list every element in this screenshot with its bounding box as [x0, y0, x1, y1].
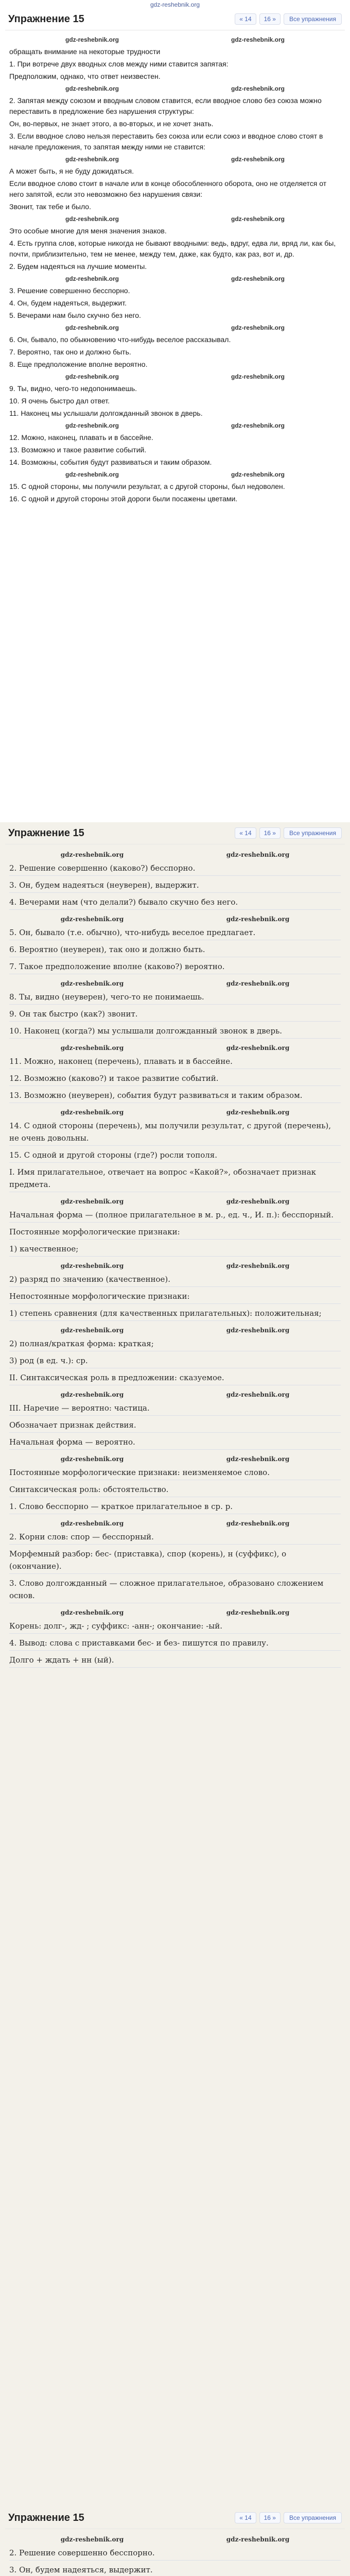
watermark-row	[9, 420, 341, 431]
watermark-text: gdz-reshebnik.org	[231, 215, 285, 223]
exercise-line: Начальная форма — (полное прилагательное в м. р., ед. ч., И. п.): бесспорный.	[9, 1209, 341, 1223]
watermark-row	[9, 35, 341, 45]
exercise-line: 1) качественное;	[9, 1243, 341, 1257]
exercise-line: 3. Слово долгожданный — сложное прилагательное, образовано сложением основ.	[9, 1577, 341, 1603]
exercise-card-2	[5, 822, 345, 1674]
exercise-title-2: Упражнение 15	[8, 827, 84, 839]
watermark-text: gdz-reshebnik.org	[60, 916, 124, 923]
watermark-text: gdz-reshebnik.org	[226, 1198, 290, 1205]
exercise-title-3: Упражнение 15	[8, 2512, 84, 2523]
exercise-line: 13. Возможно и такое развитие событий.	[9, 446, 147, 454]
exercise-line: Постоянные морфологические признаки: неизменяемое слово.	[9, 1466, 341, 1480]
exercise-line: 3. Решение совершенно бесспорно.	[9, 286, 130, 295]
exercise-line: III. Наречие — вероятно: частица.	[9, 1402, 341, 1416]
exercise-line: 4. Вывод: слова с приставками бес- и без- пишутся по правилу.	[9, 1637, 341, 1651]
watermark-text: gdz-reshebnik.org	[65, 36, 119, 43]
card-header-2	[5, 822, 345, 844]
watermark-row	[9, 1324, 341, 1336]
watermark-text: gdz-reshebnik.org	[60, 2536, 124, 2543]
watermark-text: gdz-reshebnik.org	[231, 324, 285, 331]
exercise-line: 7. Вероятно, так оно и должно быть.	[9, 348, 131, 356]
exercise-line: 8. Еще предположение вполне вероятно.	[9, 360, 148, 368]
watermark-row	[9, 1042, 341, 1054]
exercise-line: Он, во-первых, не знает этого, а во-вторых, и не хочет знать.	[9, 120, 214, 128]
exercise-line: 3. Он, будем надеяться, выдержит.	[9, 2564, 341, 2576]
watermark-text: gdz-reshebnik.org	[231, 471, 285, 478]
exercise-body-1	[5, 30, 345, 509]
watermark-text: gdz-reshebnik.org	[65, 215, 119, 223]
prev-button-1[interactable]: « 14	[235, 13, 256, 25]
next-button-3[interactable]: 16 »	[259, 2512, 281, 2523]
exercise-line: 2. Корни слов: спор — бесспорный.	[9, 1531, 341, 1545]
exercise-line: 4. Он, будем надеяться, выдержит.	[9, 299, 127, 307]
exercise-line: 9. Ты, видно, чего-то недопонимаешь.	[9, 384, 137, 393]
exercise-line: 15. С одной и другой стороны (где?) росли тополя.	[9, 1149, 341, 1163]
watermark-text: gdz-reshebnik.org	[60, 1520, 124, 1527]
watermark-text: gdz-reshebnik.org	[226, 1044, 290, 1052]
next-button-2[interactable]: 16 »	[259, 827, 281, 839]
exercise-line: Долго + ждать + нн (ый).	[9, 1654, 341, 1668]
watermark-text: gdz-reshebnik.org	[231, 422, 285, 429]
watermark-row	[9, 214, 341, 225]
watermark-text: gdz-reshebnik.org	[231, 275, 285, 282]
exercise-body-3	[5, 2529, 345, 2576]
exercise-line: Корень: долг-, жд- ; суффикс: -анн-; окончание: -ый.	[9, 1620, 341, 1634]
watermark-row	[9, 1517, 341, 1530]
exercise-title-1: Упражнение 15	[8, 13, 84, 25]
watermark-row	[9, 1260, 341, 1272]
exercise-line: Предположим, однако, что ответ неизвестен.	[9, 72, 161, 80]
prev-button-2[interactable]: « 14	[235, 827, 256, 839]
exercise-line: А может быть, я не буду дожидаться.	[9, 167, 134, 175]
watermark-text: gdz-reshebnik.org	[60, 1609, 124, 1616]
exercise-line: 12. Можно, наконец, плавать и в бассейне.	[9, 433, 153, 442]
watermark-text: gdz-reshebnik.org	[231, 373, 285, 380]
exercise-line: 1) степень сравнения (для качественных прилагательных): положительная;	[9, 1307, 341, 1321]
watermark-text: gdz-reshebnik.org	[60, 980, 124, 987]
watermark-text: gdz-reshebnik.org	[226, 916, 290, 923]
watermark-row	[9, 913, 341, 925]
exercise-line: 13. Возможно (неуверен), события будут развиваться и таким образом.	[9, 1089, 341, 1103]
pager-1	[235, 13, 342, 25]
watermark-text: gdz-reshebnik.org	[60, 1044, 124, 1052]
exercise-line: 2. Решение совершенно бесспорно.	[9, 2547, 341, 2561]
exercise-body-2	[5, 844, 345, 1674]
exercise-line: 1. При вотрече двух вводных слов между ними ставится запятая:	[9, 60, 229, 68]
watermark-text: gdz-reshebnik.org	[226, 1455, 290, 1463]
next-button-1[interactable]: 16 »	[259, 13, 281, 25]
exercise-line: 10. Я очень быстро дал ответ.	[9, 397, 110, 405]
exercise-line: 3) род (в ед. ч.): ср.	[9, 1354, 341, 1368]
exercise-card-1	[5, 8, 345, 509]
exercise-line: 7. Такое предположение вполне (каково?) вероятно.	[9, 960, 341, 974]
watermark-text: gdz-reshebnik.org	[65, 422, 119, 429]
watermark-row	[9, 1195, 341, 1208]
exercise-line: 1. Слово бесспорно — краткое прилагательное в ср. р.	[9, 1500, 341, 1514]
exercise-line: 3. Если вводное слово нельзя переставить без союза или если союз и вводное слово стоят в начале предложения, то запятая между ними не ставится:	[9, 132, 323, 151]
exercise-line: 15. С одной стороны, мы получили результат, а с другой стороны, был недоволен.	[9, 482, 285, 490]
watermark-text: gdz-reshebnik.org	[60, 1198, 124, 1205]
exercise-line: Морфемный разбор: бес- (приставка), спор (корень), н (суффикс), о (окончание).	[9, 1548, 341, 1574]
exercise-line: Это особые многие для меня значения знаков.	[9, 227, 167, 235]
exercise-line: Непостоянные морфологические признаки:	[9, 1290, 341, 1304]
exercise-line: обращать внимание на некоторые трудности	[9, 47, 161, 56]
watermark-text: gdz-reshebnik.org	[65, 324, 119, 331]
watermark-text: gdz-reshebnik.org	[226, 1262, 290, 1269]
exercise-line: Начальная форма — вероятно.	[9, 1436, 341, 1450]
watermark-text: gdz-reshebnik.org	[226, 1520, 290, 1527]
exercise-line: 4. Вечерами нам (что делали?) бывало скучно без него.	[9, 896, 341, 910]
section-2	[0, 822, 350, 2507]
watermark-text: gdz-reshebnik.org	[65, 471, 119, 478]
exercise-line: 2. Запятая между союзом и вводным словом ставится, если вводное слово без союза можно переставить в предложение без нарушения структуры:	[9, 96, 322, 115]
watermark-text: gdz-reshebnik.org	[231, 36, 285, 43]
watermark-text: gdz-reshebnik.org	[60, 1391, 124, 1398]
exercise-line: Если вводное слово стоит в начале или в конце обособленного оборота, оно не отделяется от него запятой, если это невозможно без нарушения связи:	[9, 179, 327, 198]
watermark-text: gdz-reshebnik.org	[226, 2536, 290, 2543]
exercise-line: 2) разряд по значению (качественное).	[9, 1273, 341, 1287]
all-exercises-button-1[interactable]: Все упражнения	[284, 13, 342, 25]
watermark-row	[9, 371, 341, 382]
watermark-text: gdz-reshebnik.org	[65, 85, 119, 92]
watermark-text: gdz-reshebnik.org	[226, 1109, 290, 1116]
watermark-text: gdz-reshebnik.org	[226, 1391, 290, 1398]
exercise-line: Обозначает признак действия.	[9, 1419, 341, 1433]
watermark-text: gdz-reshebnik.org	[226, 1609, 290, 1616]
exercise-card-3	[5, 2507, 345, 2576]
watermark-text: gdz-reshebnik.org	[231, 156, 285, 163]
watermark-text: gdz-reshebnik.org	[60, 1327, 124, 1334]
exercise-line: 11. Наконец мы услышали долгожданный звонок в дверь.	[9, 409, 203, 417]
card-header-3	[5, 2507, 345, 2529]
exercise-line: 8. Ты, видно (неуверен), чего-то не понимаешь.	[9, 991, 341, 1005]
exercise-line: 6. Вероятно (неуверен), так оно и должно быть.	[9, 943, 341, 957]
exercise-line: 5. Вечерами нам было скучно без него.	[9, 311, 141, 319]
watermark-text: gdz-reshebnik.org	[65, 373, 119, 380]
exercise-line: 4. Есть группа слов, которые никогда не бывают вводными: ведь, вдруг, едва ли, вряд ли, как бы, почти, приблизительно, тем не менее, между тем, даже, как будто, как раз, вот и, др.	[9, 239, 336, 258]
watermark-row	[9, 323, 341, 333]
watermark-text: gdz-reshebnik.org	[65, 156, 119, 163]
watermark-row	[9, 83, 341, 94]
exercise-line: 6. Он, бывало, по обыкновению что-нибудь веселое рассказывал.	[9, 335, 231, 344]
watermark-text: gdz-reshebnik.org	[60, 851, 124, 858]
exercise-line: 5. Он, бывало (т.е. обычно), что-нибудь веселое предлагает.	[9, 926, 341, 940]
exercise-line: 14. С одной стороны (перечень), мы получили результат, с другой (перечень), не очень довольны.	[9, 1120, 341, 1146]
watermark-text: gdz-reshebnik.org	[231, 85, 285, 92]
exercise-line: 10. Наконец (когда?) мы услышали долгожданный звонок в дверь.	[9, 1025, 341, 1039]
watermark-text: gdz-reshebnik.org	[60, 1262, 124, 1269]
exercise-line: II. Синтаксическая роль в предложении: сказуемое.	[9, 1371, 341, 1385]
watermark-row	[9, 2533, 341, 2546]
watermark-row	[9, 977, 341, 990]
watermark-row	[9, 154, 341, 165]
exercise-line: 2) полная/краткая форма: краткая;	[9, 1337, 341, 1351]
watermark-text: gdz-reshebnik.org	[60, 1455, 124, 1463]
exercise-line: 11. Можно, наконец (перечень), плавать и в бассейне.	[9, 1055, 341, 1069]
watermark-text: gdz-reshebnik.org	[226, 851, 290, 858]
exercise-line: Синтаксическая роль: обстоятельство.	[9, 1483, 341, 1497]
watermark-text: gdz-reshebnik.org	[226, 980, 290, 987]
exercise-line: 14. Возможны, события будут развиваться и таким образом.	[9, 458, 212, 466]
exercise-line: I. Имя прилагательное, отвечает на вопрос «Какой?», обозначает признак предмета.	[9, 1166, 341, 1192]
exercise-line: 16. С одной и другой стороны этой дороги были посажены цветами.	[9, 495, 238, 503]
watermark-row	[9, 1106, 341, 1118]
watermark-text: gdz-reshebnik.org	[226, 1327, 290, 1334]
all-exercises-button-2[interactable]: Все упражнения	[284, 827, 342, 839]
watermark-row	[9, 1453, 341, 1465]
watermark-row	[9, 469, 341, 480]
watermark-row	[9, 1388, 341, 1401]
section-3	[0, 2507, 350, 2576]
exercise-line: 9. Он так быстро (как?) звонит.	[9, 1008, 341, 1022]
section-1	[0, 8, 350, 822]
all-exercises-button-3[interactable]: Все упражнения	[284, 2512, 342, 2523]
site-link-top[interactable]: gdz-reshebnik.org	[150, 1, 200, 8]
watermark-text: gdz-reshebnik.org	[60, 1109, 124, 1116]
exercise-line: Звонит, так тебе и было.	[9, 202, 91, 211]
exercise-line: 12. Возможно (каково?) и такое развитие событий.	[9, 1072, 341, 1086]
watermark-row	[9, 274, 341, 284]
pager-3	[235, 2512, 342, 2523]
card-header-1	[5, 8, 345, 30]
prev-button-3[interactable]: « 14	[235, 2512, 256, 2523]
exercise-line: 2. Будем надеяться на лучшие моменты.	[9, 262, 147, 270]
exercise-line: 2. Решение совершенно (каково?) бесспорно.	[9, 862, 341, 876]
exercise-line: Постоянные морфологические признаки:	[9, 1226, 341, 1240]
watermark-text: gdz-reshebnik.org	[65, 275, 119, 282]
watermark-row	[9, 1606, 341, 1619]
watermark-row	[9, 849, 341, 861]
exercise-line: 3. Он, будем надеяться (неуверен), выдержит.	[9, 879, 341, 893]
pager-2	[235, 827, 342, 839]
